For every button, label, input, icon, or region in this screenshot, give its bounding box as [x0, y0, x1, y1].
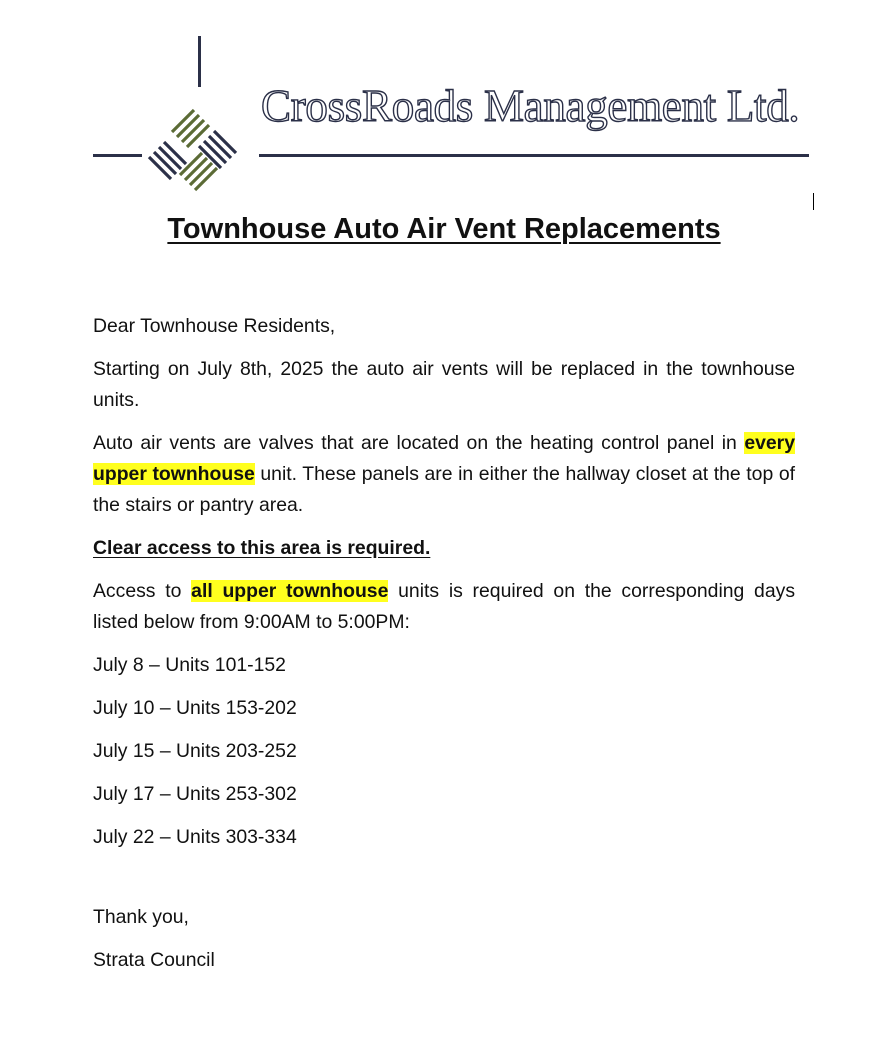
access-text-before: Access to	[93, 580, 192, 602]
signature: Strata Council	[93, 949, 215, 971]
schedule-item: July 22 – Units 303-334	[93, 826, 297, 848]
crossroads-diamond-logo-icon	[0, 0, 260, 205]
details-highlight: every upper townhouse	[93, 432, 795, 485]
document-title: Townhouse Auto Air Vent Replacements	[167, 213, 721, 245]
details-text-after: unit. These panels are in either the hallway closet at the top of the stairs or pantry area.	[93, 463, 795, 516]
details-text-before: Auto air vents are valves that are located on the heating control panel in	[93, 432, 745, 454]
company-name: CrossRoads Management Ltd.	[261, 81, 800, 131]
access-highlight: all upper townhouse	[191, 580, 389, 602]
schedule-item: July 15 – Units 203-252	[93, 740, 297, 762]
closing: Thank you,	[93, 906, 189, 928]
details-paragraph	[93, 428, 795, 521]
access-requirement-text: Clear access to this area is required.	[93, 537, 431, 559]
schedule-item: July 17 – Units 253-302	[93, 783, 297, 805]
greeting: Dear Townhouse Residents,	[93, 315, 336, 337]
access-text-after: units is required on the corresponding days listed below from 9:00AM to 5:00PM:	[93, 580, 796, 633]
intro-paragraph: Starting on July 8th, 2025 the auto air vents will be replaced in the townhouse units.	[93, 358, 795, 411]
access-paragraph	[93, 576, 795, 638]
schedule-list	[93, 650, 795, 853]
schedule-item: July 8 – Units 101-152	[93, 654, 286, 676]
spacer	[93, 865, 795, 902]
letter-body	[93, 311, 795, 988]
letterhead	[0, 0, 883, 205]
letterhead-right-rule	[259, 154, 809, 157]
text-cursor	[813, 193, 814, 210]
access-requirement	[93, 533, 795, 564]
schedule-item: July 10 – Units 153-202	[93, 697, 297, 719]
